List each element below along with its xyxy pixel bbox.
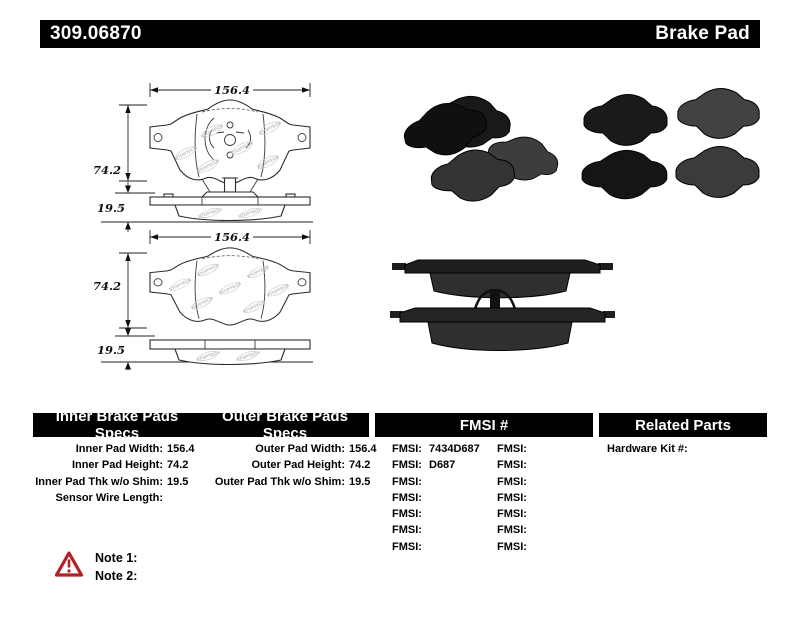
watermark-stamp: STOPTECH xyxy=(258,120,283,137)
related-label: Hardware Kit #: xyxy=(607,443,688,455)
fmsi-row xyxy=(392,522,480,538)
spec-row xyxy=(33,457,195,473)
pad-photo-group-3 xyxy=(390,243,615,365)
watermark-stamp: STOPTECH xyxy=(235,349,261,363)
fmsi-label: FMSI: xyxy=(392,475,422,488)
part-number: 309.06870 xyxy=(50,23,142,44)
inner-specs-header: Inner Brake Pads Specs xyxy=(55,408,179,442)
watermark-stamp: STOPTECH xyxy=(190,295,214,311)
inner-pad-front-view xyxy=(150,100,310,184)
watermark-stamp: STOPTECH xyxy=(196,262,220,278)
watermark-stamp: STOPTECH xyxy=(168,277,192,293)
note-line xyxy=(95,567,137,585)
spec-row xyxy=(33,474,195,490)
fmsi-label: FMSI: xyxy=(497,459,527,472)
fmsi-label: FMSI: xyxy=(392,540,422,553)
fmsi-label: FMSI: xyxy=(392,524,422,537)
outer-pad-drawing xyxy=(85,228,390,370)
spec-label: Inner Pad Thk w/o Shim: xyxy=(35,475,163,488)
fmsi-row xyxy=(392,474,480,490)
product-type: Brake Pad xyxy=(655,23,750,44)
dim-thickness: 19.5 xyxy=(97,201,126,215)
fmsi-value: D687 xyxy=(429,459,456,472)
fmsi-label: FMSI: xyxy=(392,459,422,472)
fmsi-label: FMSI: xyxy=(497,524,527,537)
warning-icon xyxy=(54,550,84,579)
fmsi-row xyxy=(392,539,480,555)
dim-width: 156.4 xyxy=(213,230,251,244)
fmsi-column-2 xyxy=(497,441,534,555)
watermark-stamp: STOPTECH xyxy=(197,206,223,220)
watermark-stamp: STOPTECH xyxy=(196,158,221,175)
related-parts-column xyxy=(607,441,692,457)
inner-pad-side-view xyxy=(150,178,310,221)
spec-label: Sensor Wire Length: xyxy=(55,491,163,504)
watermark-stamp: STOPTECH xyxy=(200,123,225,140)
inner-specs-column xyxy=(33,441,195,506)
fmsi-column-1 xyxy=(392,441,480,555)
related-parts-header-bar xyxy=(599,413,767,437)
fmsi-header-bar xyxy=(375,413,593,437)
spec-label: Inner Pad Height: xyxy=(71,459,163,472)
note-line xyxy=(95,549,137,567)
watermark-stamp: STOPTECH xyxy=(174,145,199,162)
fmsi-row xyxy=(392,441,480,457)
dim-height: 74.2 xyxy=(93,163,122,177)
fmsi-header: FMSI # xyxy=(459,416,509,434)
fmsi-label: FMSI: xyxy=(497,508,527,521)
watermark-stamp: STOPTECH xyxy=(246,264,270,280)
spec-label: Inner Pad Width: xyxy=(75,443,163,455)
spec-label: Outer Pad Thk w/o Shim: xyxy=(214,475,345,488)
fmsi-label: FMSI: xyxy=(497,491,527,504)
spec-value: 19.5 xyxy=(349,475,371,488)
fmsi-row xyxy=(497,506,534,522)
watermark-stamp: STOPTECH xyxy=(242,299,266,315)
fmsi-row xyxy=(392,506,480,522)
fmsi-row xyxy=(392,457,480,473)
specs-header-bar xyxy=(33,408,369,442)
fmsi-row xyxy=(497,441,534,457)
inner-pad-drawing xyxy=(85,78,390,232)
spec-value: 156.4 xyxy=(349,443,377,455)
spec-value: 74.2 xyxy=(167,459,189,472)
watermark-stamp: STOPTECH xyxy=(266,282,290,298)
spec-row xyxy=(193,441,377,457)
fmsi-label: FMSI: xyxy=(392,508,422,521)
related-parts-header: Related Parts xyxy=(635,416,731,434)
outer-pad-front-view xyxy=(150,248,310,325)
pad-photo-group-2 xyxy=(575,82,762,205)
fmsi-row xyxy=(497,539,534,555)
watermark-stamp: STOPTECH xyxy=(237,206,263,220)
outer-specs-header: Outer Brake Pads Specs xyxy=(222,408,348,442)
spec-label: Outer Pad Width: xyxy=(255,443,345,455)
spec-value: 156.4 xyxy=(167,443,195,455)
note-label: Note 1: xyxy=(95,551,138,565)
watermark-stamp: STOPTECH xyxy=(195,349,221,363)
spec-row xyxy=(33,441,195,457)
fmsi-label: FMSI: xyxy=(392,491,422,504)
spec-row xyxy=(193,457,377,473)
spec-row xyxy=(33,490,195,506)
watermark-stamp: STOPTECH xyxy=(256,154,281,171)
spec-value: 74.2 xyxy=(349,459,371,472)
fmsi-row xyxy=(497,474,534,490)
edge-view-pad-bottom xyxy=(390,308,615,351)
watermark-stamp: STOPTECH xyxy=(218,280,242,296)
fmsi-row xyxy=(497,457,534,473)
fmsi-label: FMSI: xyxy=(497,540,527,553)
dim-width: 156.4 xyxy=(213,83,251,97)
pad-photo-group-1 xyxy=(393,82,565,205)
outer-specs-column xyxy=(193,441,377,490)
fmsi-label: FMSI: xyxy=(392,443,422,455)
dim-height: 74.2 xyxy=(93,279,122,293)
fmsi-label: FMSI: xyxy=(497,475,527,488)
fmsi-row xyxy=(392,490,480,506)
fmsi-row xyxy=(497,522,534,538)
title-bar xyxy=(40,20,760,48)
note-label: Note 2: xyxy=(95,569,138,583)
fmsi-label: FMSI: xyxy=(497,443,527,455)
related-row xyxy=(607,441,692,457)
spec-value: 19.5 xyxy=(167,475,189,488)
watermark-stamp: STOPTECH xyxy=(230,140,255,157)
outer-pad-side-view xyxy=(150,340,310,365)
spec-row xyxy=(193,474,377,490)
dim-thickness: 19.5 xyxy=(97,343,126,357)
notes-block xyxy=(95,549,137,585)
fmsi-row xyxy=(497,490,534,506)
spec-label: Outer Pad Height: xyxy=(251,459,345,472)
fmsi-value: 7434D687 xyxy=(429,443,480,455)
